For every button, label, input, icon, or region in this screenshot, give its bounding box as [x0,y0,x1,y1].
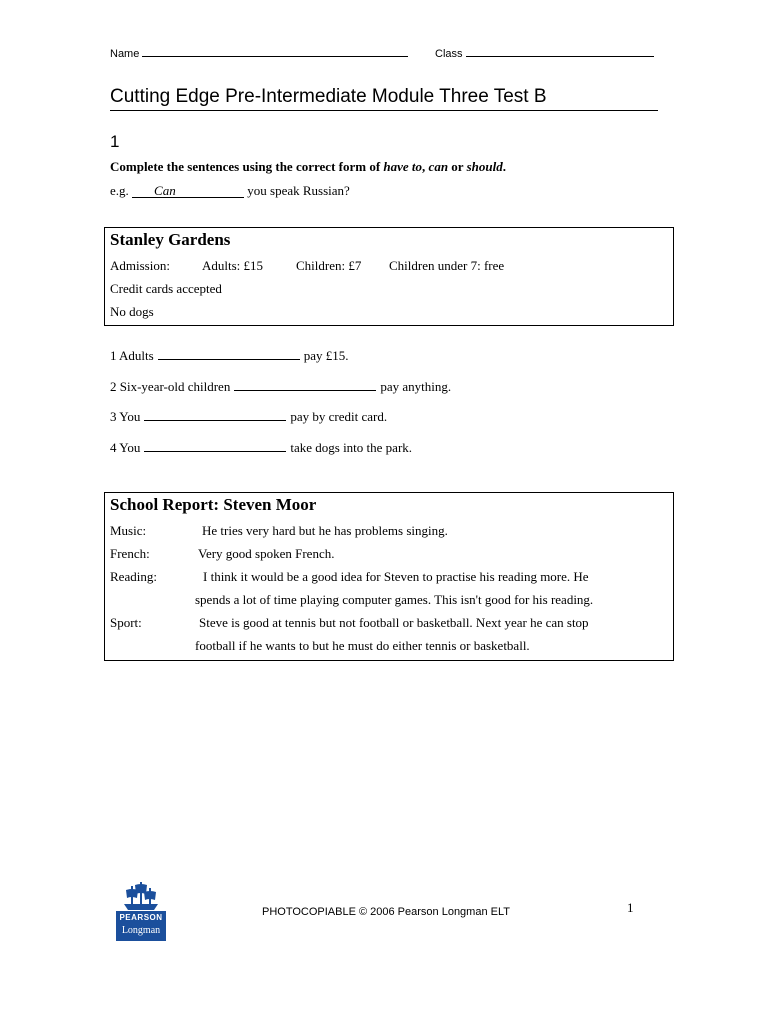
stanley-title: Stanley Gardens [110,230,231,249]
section-number: 1 [110,132,120,151]
instruction-end: . [502,159,506,174]
sport-text-1: Steve is good at tennis but not football or basketball. Next year he can stop [199,615,589,630]
example-rest: you speak Russian? [247,183,350,198]
question-2 [110,379,451,395]
question-prefix: 2 Six-year-old children [110,379,231,394]
music-label: Music: [110,523,147,538]
question-prefix: 3 You [110,409,141,424]
example-prefix: e.g. [110,183,129,198]
name-field [110,48,408,60]
answer-blank[interactable] [144,441,286,452]
children-price: Children: £7 [296,258,362,273]
question-4 [110,440,412,456]
question-suffix: pay £15. [303,348,349,363]
report-title: School Report: Steven Moor [110,495,317,514]
keyword-can: can [428,159,449,174]
pearson-longman-logo [112,880,170,942]
page-number: 1 [627,900,634,915]
instruction-sep: or [448,159,467,174]
question-suffix: pay anything. [380,379,452,394]
answer-blank[interactable] [234,380,376,391]
name-blank[interactable] [142,56,408,57]
instruction-sep: , [422,159,429,174]
reading-label: Reading: [110,569,157,584]
admission-label: Admission: [110,258,170,273]
class-blank[interactable] [466,56,654,57]
reading-text-1: I think it would be a good idea for Steven to practise his reading more. He [203,569,589,584]
question-prefix: 4 You [110,440,141,455]
sport-label: Sport: [110,615,142,630]
example-answer: Can [132,184,244,198]
answer-blank[interactable] [144,410,286,421]
instruction [110,159,506,175]
dogs-note: No dogs [110,304,154,319]
credit-cards-note: Credit cards accepted [110,281,222,296]
french-text: Very good spoken French. [198,546,335,561]
logo-pearson-text: PEARSON [119,913,163,922]
french-label: French: [110,546,150,561]
question-1 [110,348,349,364]
adults-price: Adults: £15 [202,258,264,273]
page-title: Cutting Edge Pre-Intermediate Module Three Test B [110,86,658,111]
name-label: Name [110,48,140,60]
school-report-box [104,492,674,661]
question-prefix: 1 Adults [110,348,154,363]
question-suffix: take dogs into the park. [290,440,413,455]
class-label: Class [435,48,463,60]
reading-text-2: spends a lot of time playing computer games. This isn't good for his reading. [195,592,594,607]
stanley-gardens-box [104,227,674,326]
footer-copyright: PHOTOCOPIABLE © 2006 Pearson Longman ELT [262,906,510,918]
music-text: He tries very hard but he has problems singing. [202,523,448,538]
question-3 [110,409,387,425]
answer-blank[interactable] [158,349,300,360]
instruction-text: Complete the sentences using the correct form of [110,159,384,174]
keyword-have-to: have to [383,159,423,174]
under7-price: Children under 7: free [389,258,505,273]
example [110,183,350,199]
question-suffix: pay by credit card. [290,409,388,424]
keyword-should: should [466,159,503,174]
class-field [435,48,654,60]
logo-longman-text: Longman [121,925,161,936]
sport-text-2: football if he wants to but he must do either tennis or basketball. [195,638,530,653]
